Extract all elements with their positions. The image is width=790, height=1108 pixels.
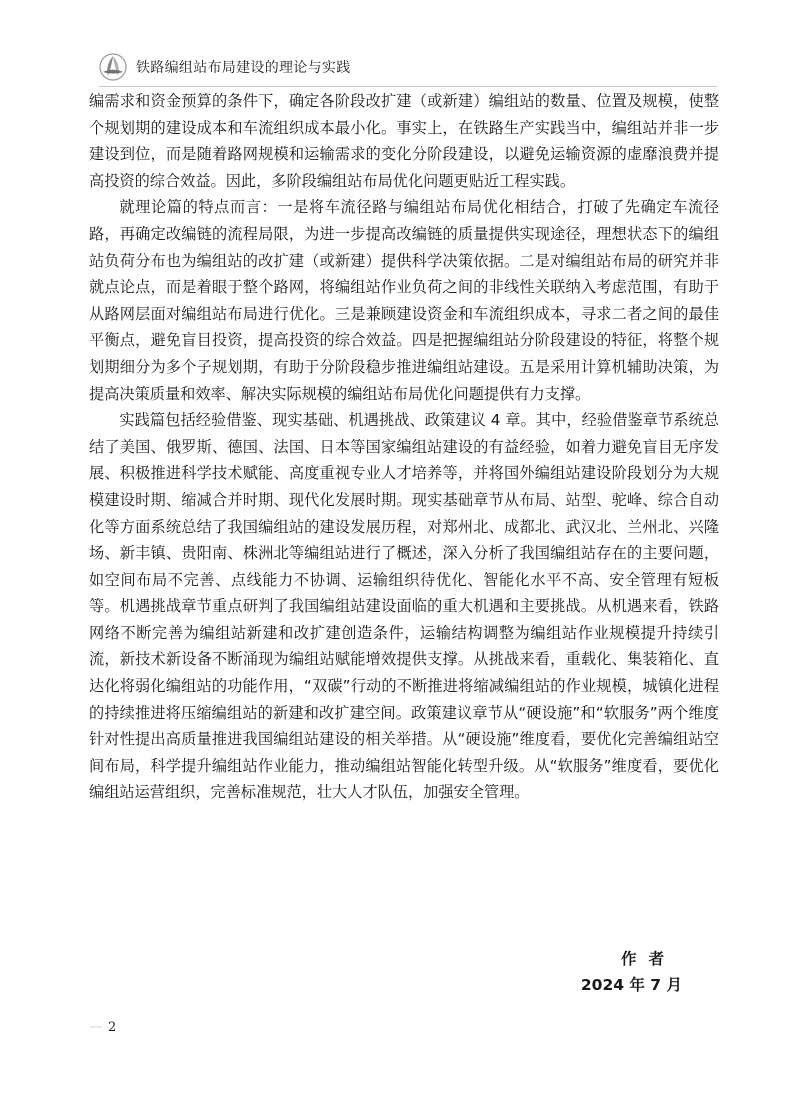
page-number-mark	[90, 1026, 102, 1028]
paragraph-continued: 编需求和资金预算的条件下，确定各阶段改扩建（或新建）编组站的数量、位置及规模，使整个规划期的建设成本和车流组织成本最小化。事实上，在铁路生产实践当中，编组站并非一步建设到位，而是随着路网规模和运输需求的变化分阶段建设，以避免运输资源的虚靡浪费并提高投资的综合效益。因此，多阶段编组站布局优化问题更贴近工程实践。	[89, 92, 719, 190]
body-text	[89, 88, 719, 806]
signature-date: 2024 年 7 月	[580, 976, 682, 994]
running-header	[98, 50, 698, 84]
signature-block	[482, 946, 682, 998]
paragraph-theory: 就理论篇的特点而言：一是将车流径路与编组站布局优化相结合，打破了先确定车流径路，再确定改编链的流程局限，为进一步提高改编链的质量提供实现途径，理想状态下的编组站负荷分布也为编组站的改扩建（或新建）提供科学决策依据。二是对编组站布局的研究并非就点论点，而是着眼于整个路网，将编组站作业负荷之间的非线性关联纳入考虑范围，有助于从路网层面对编组站布局进行优化。三是兼顾建设资金和车流组织成本，寻求二者之间的最佳平衡点，避免盲目投资，提高投资的综合效益。四是把握编组站分阶段建设的特征，将整个规划期细分为多个子规划期，有助于分阶段稳步推进编组站建设。五是采用计算机辅助决策，为提高决策质量和效率、解决实际规模的编组站布局优化问题提供有力支撑。	[89, 198, 719, 403]
publisher-logo-icon	[98, 52, 128, 82]
paragraph-practice: 实践篇包括经验借鉴、现实基础、机遇挑战、政策建议 4 章。其中，经验借鉴章节系统总结了美国、俄罗斯、德国、法国、日本等国家编组站建设的有益经验，如着力避免盲目无序发展、积极推进科学技术赋能、高度重视专业人才培养等，并将国外编组站建设阶段划分为大规模建设时期、缩减合并时期、现代化发展时期。现实基础章节从布局、站型、驼峰、综合自动化等方面系统总结了我国编组站的建设发展历程，对郑州北、成都北、武汉北、兰州北、兴隆场、新丰镇、贵阳南、株洲北等编组站进行了概述，深入分析了我国编组站存在的主要问题，如空间布局不完善、点线能力不协调、运输组织待优化、智能化水平不高、安全管理有短板等。机遇挑战章节重点研判了我国编组站建设面临的重大机遇和主要挑战。从机遇来看，铁路网络不断完善为编组站新建和改扩建创造条件，运输结构调整为编组站作业规模提升持续引流，新技术新设备不断涌现为编组站赋能增效提供支撑。从挑战来看，重载化、集装箱化、直达化将弱化编组站的功能作用，“双碳”行动的不断推进将缩减编组站的作业规模，城镇化进程的持续推进将压缩编组站的新建和改扩建空间。政策建议章节从“硬设施”和“软服务”两个维度针对性提出高质量推进我国编组站建设的相关举措。从“硬设施”维度看，要优化完善编组站空间布局，科学提升编组站作业能力，推动编组站智能化转型升级。从“软服务”维度看，要优化编组站运营组织，完善标准规范，壮大人才队伍，加强安全管理。	[89, 411, 719, 802]
running-title: 铁路编组站布局建设的理论与实践	[136, 60, 351, 76]
page-number: 2	[108, 1020, 117, 1035]
header-divider	[98, 86, 718, 87]
signature-author: 作者	[620, 950, 676, 968]
